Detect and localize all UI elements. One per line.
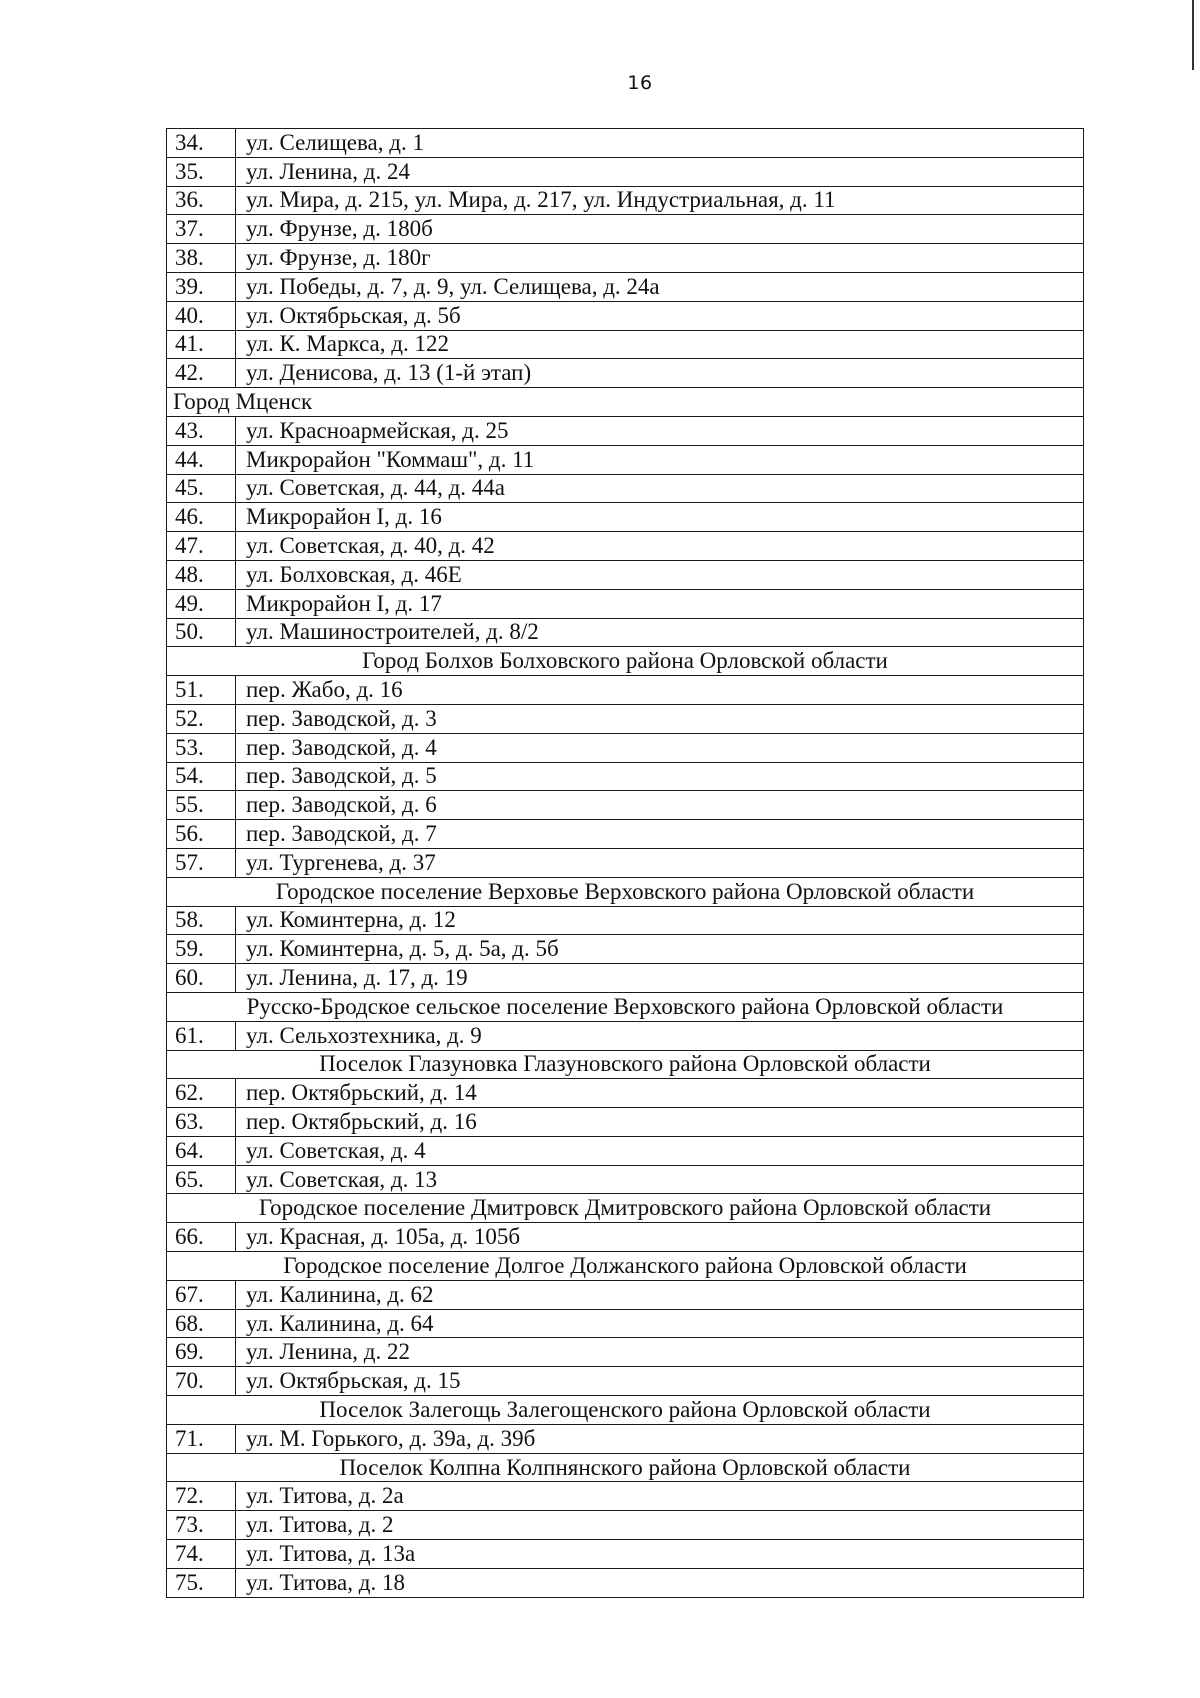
row-address: ул. Калинина, д. 62 (236, 1280, 1084, 1309)
table-row (167, 618, 1084, 647)
table-row (167, 1367, 1084, 1396)
row-address: Микрорайон I, д. 17 (236, 589, 1084, 618)
row-number: 56. (167, 820, 236, 849)
row-address: ул. Селищева, д. 1 (236, 129, 1084, 158)
table-row (167, 906, 1084, 935)
table-row (167, 1540, 1084, 1569)
table-row (167, 1021, 1084, 1050)
row-number: 71. (167, 1424, 236, 1453)
scan-edge-line (1192, 0, 1194, 70)
table-row (167, 1223, 1084, 1252)
row-number: 62. (167, 1079, 236, 1108)
row-number: 37. (167, 215, 236, 244)
table-row (167, 791, 1084, 820)
table-row (167, 560, 1084, 589)
row-address: пер. Заводской, д. 7 (236, 820, 1084, 849)
row-address: ул. Красная, д. 105а, д. 105б (236, 1223, 1084, 1252)
section-header-row (167, 1396, 1084, 1425)
section-title: Городское поселение Долгое Должанского района Орловской области (167, 1252, 1084, 1281)
row-number: 34. (167, 129, 236, 158)
table-row (167, 1424, 1084, 1453)
table-row (167, 676, 1084, 705)
row-number: 36. (167, 186, 236, 215)
row-address: пер. Заводской, д. 4 (236, 733, 1084, 762)
row-number: 50. (167, 618, 236, 647)
table-row (167, 1280, 1084, 1309)
row-number: 63. (167, 1108, 236, 1137)
table-row (167, 244, 1084, 273)
table-row (167, 129, 1084, 158)
row-address: ул. Ленина, д. 22 (236, 1338, 1084, 1367)
row-address: пер. Октябрьский, д. 16 (236, 1108, 1084, 1137)
row-address: ул. К. Маркса, д. 122 (236, 330, 1084, 359)
row-number: 49. (167, 589, 236, 618)
row-address: ул. Красноармейская, д. 25 (236, 416, 1084, 445)
row-number: 57. (167, 848, 236, 877)
row-address: ул. Коминтерна, д. 5, д. 5а, д. 5б (236, 935, 1084, 964)
row-number: 61. (167, 1021, 236, 1050)
address-table (166, 128, 1084, 1598)
row-address: ул. Фрунзе, д. 180б (236, 215, 1084, 244)
row-number: 60. (167, 964, 236, 993)
section-title: Городское поселение Верховье Верховского района Орловской области (167, 877, 1084, 906)
section-header-row (167, 1050, 1084, 1079)
table-row (167, 157, 1084, 186)
row-address: ул. Октябрьская, д. 15 (236, 1367, 1084, 1396)
section-header-row (167, 388, 1084, 417)
table-row (167, 474, 1084, 503)
table-row (167, 445, 1084, 474)
row-number: 55. (167, 791, 236, 820)
section-title: Поселок Залегощь Залегощенского района Орловской области (167, 1396, 1084, 1425)
row-number: 58. (167, 906, 236, 935)
section-header-row (167, 1453, 1084, 1482)
table-row (167, 1165, 1084, 1194)
table-row (167, 1136, 1084, 1165)
section-title: Город Мценск (167, 388, 1084, 417)
row-address: пер. Октябрьский, д. 14 (236, 1079, 1084, 1108)
address-table-body (167, 129, 1084, 1598)
row-address: ул. Советская, д. 13 (236, 1165, 1084, 1194)
row-address: ул. Ленина, д. 17, д. 19 (236, 964, 1084, 993)
row-address: ул. Денисова, д. 13 (1-й этап) (236, 359, 1084, 388)
table-row (167, 532, 1084, 561)
section-title: Русско-Бродское сельское поселение Верховского района Орловской области (167, 992, 1084, 1021)
table-row (167, 820, 1084, 849)
row-address: ул. Победы, д. 7, д. 9, ул. Селищева, д. 24а (236, 272, 1084, 301)
table-row (167, 359, 1084, 388)
table-row (167, 416, 1084, 445)
row-number: 73. (167, 1511, 236, 1540)
row-address: ул. Ленина, д. 24 (236, 157, 1084, 186)
row-address: пер. Заводской, д. 3 (236, 704, 1084, 733)
row-address: пер. Жабо, д. 16 (236, 676, 1084, 705)
row-address: ул. Советская, д. 44, д. 44а (236, 474, 1084, 503)
page-number: 16 (627, 72, 653, 94)
row-address: ул. Советская, д. 4 (236, 1136, 1084, 1165)
table-row (167, 1108, 1084, 1137)
row-number: 66. (167, 1223, 236, 1252)
row-address: ул. Октябрьская, д. 5б (236, 301, 1084, 330)
row-address: ул. М. Горького, д. 39а, д. 39б (236, 1424, 1084, 1453)
table-row (167, 1568, 1084, 1597)
row-number: 46. (167, 503, 236, 532)
row-address: ул. Машиностроителей, д. 8/2 (236, 618, 1084, 647)
row-address: ул. Мира, д. 215, ул. Мира, д. 217, ул. Индустриальная, д. 11 (236, 186, 1084, 215)
row-address: Микрорайон "Коммаш", д. 11 (236, 445, 1084, 474)
row-address: ул. Болховская, д. 46Е (236, 560, 1084, 589)
row-number: 53. (167, 733, 236, 762)
table-row (167, 964, 1084, 993)
table-row (167, 272, 1084, 301)
row-address: ул. Калинина, д. 64 (236, 1309, 1084, 1338)
row-address: Микрорайон I, д. 16 (236, 503, 1084, 532)
row-number: 35. (167, 157, 236, 186)
row-number: 59. (167, 935, 236, 964)
table-row (167, 1309, 1084, 1338)
section-header-row (167, 992, 1084, 1021)
row-address: ул. Советская, д. 40, д. 42 (236, 532, 1084, 561)
row-address: ул. Титова, д. 2а (236, 1482, 1084, 1511)
row-number: 65. (167, 1165, 236, 1194)
row-address: ул. Фрунзе, д. 180г (236, 244, 1084, 273)
row-address: ул. Тургенева, д. 37 (236, 848, 1084, 877)
row-number: 41. (167, 330, 236, 359)
row-number: 68. (167, 1309, 236, 1338)
row-number: 51. (167, 676, 236, 705)
row-number: 45. (167, 474, 236, 503)
row-number: 70. (167, 1367, 236, 1396)
row-number: 39. (167, 272, 236, 301)
table-row (167, 589, 1084, 618)
row-number: 47. (167, 532, 236, 561)
section-header-row (167, 1194, 1084, 1223)
row-address: ул. Сельхозтехника, д. 9 (236, 1021, 1084, 1050)
row-number: 52. (167, 704, 236, 733)
table-row (167, 935, 1084, 964)
table-row (167, 186, 1084, 215)
section-header-row (167, 647, 1084, 676)
row-number: 48. (167, 560, 236, 589)
table-row (167, 1079, 1084, 1108)
section-title: Поселок Глазуновка Глазуновского района Орловской области (167, 1050, 1084, 1079)
table-row (167, 1511, 1084, 1540)
table-row (167, 301, 1084, 330)
table-row (167, 704, 1084, 733)
row-number: 38. (167, 244, 236, 273)
table-row (167, 503, 1084, 532)
row-number: 72. (167, 1482, 236, 1511)
table-row (167, 215, 1084, 244)
row-number: 64. (167, 1136, 236, 1165)
table-row (167, 848, 1084, 877)
row-number: 74. (167, 1540, 236, 1569)
section-title: Город Болхов Болховского района Орловской области (167, 647, 1084, 676)
section-header-row (167, 877, 1084, 906)
row-address: ул. Титова, д. 13а (236, 1540, 1084, 1569)
row-number: 42. (167, 359, 236, 388)
row-address: ул. Титова, д. 2 (236, 1511, 1084, 1540)
table-row (167, 1338, 1084, 1367)
row-address: пер. Заводской, д. 6 (236, 791, 1084, 820)
row-number: 44. (167, 445, 236, 474)
table-row (167, 762, 1084, 791)
row-address: пер. Заводской, д. 5 (236, 762, 1084, 791)
section-title: Поселок Колпна Колпнянского района Орловской области (167, 1453, 1084, 1482)
table-row (167, 1482, 1084, 1511)
table-row (167, 733, 1084, 762)
section-header-row (167, 1252, 1084, 1281)
row-address: ул. Титова, д. 18 (236, 1568, 1084, 1597)
row-number: 69. (167, 1338, 236, 1367)
row-number: 40. (167, 301, 236, 330)
row-address: ул. Коминтерна, д. 12 (236, 906, 1084, 935)
row-number: 75. (167, 1568, 236, 1597)
row-number: 67. (167, 1280, 236, 1309)
table-row (167, 330, 1084, 359)
row-number: 54. (167, 762, 236, 791)
row-number: 43. (167, 416, 236, 445)
section-title: Городское поселение Дмитровск Дмитровского района Орловской области (167, 1194, 1084, 1223)
